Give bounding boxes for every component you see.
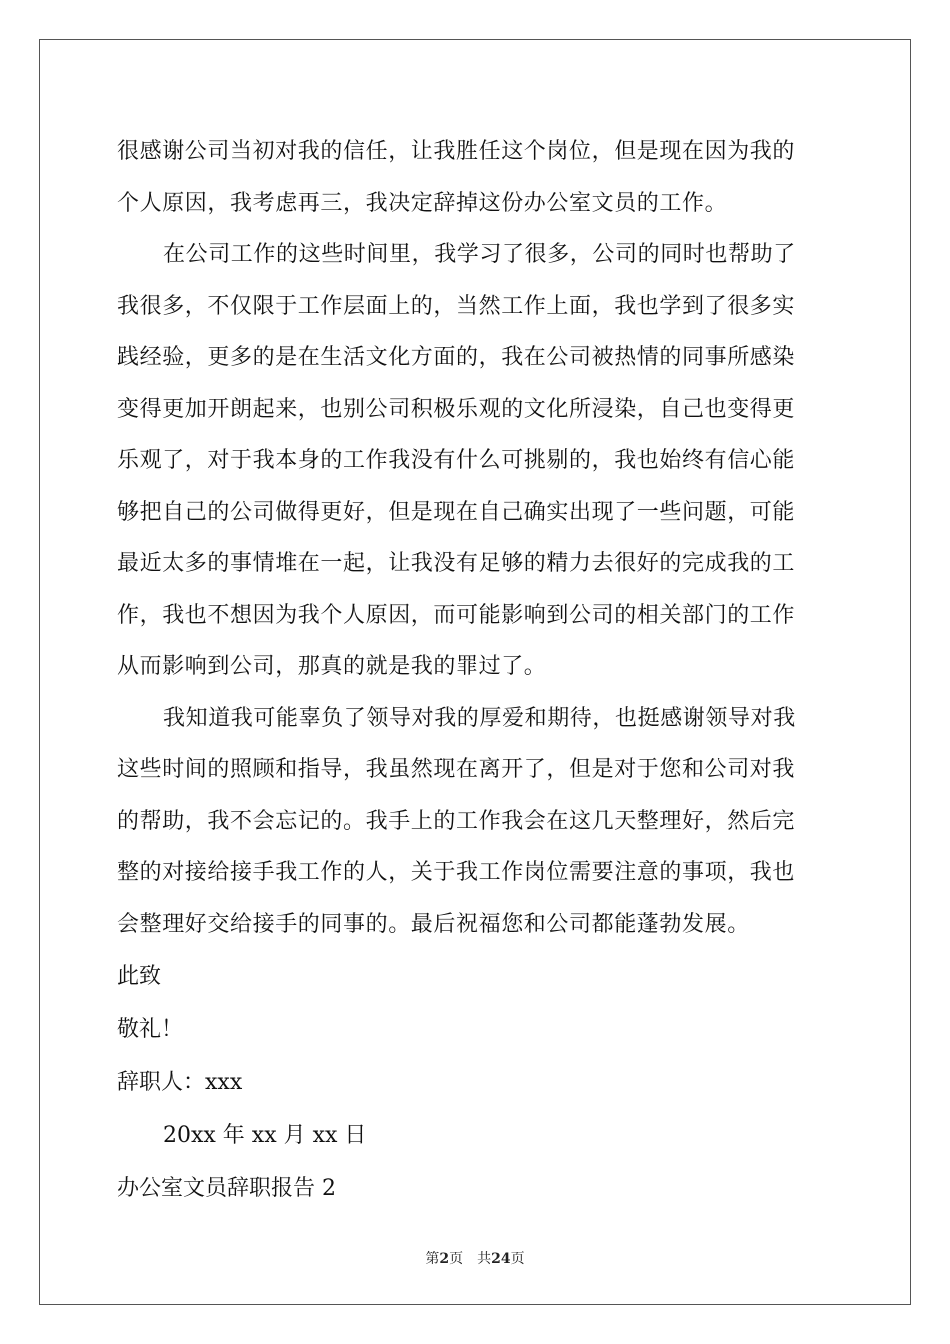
text-line: 的帮助，我不会忘记的。我手上的工作我会在这几天整理好，然后完 — [117, 808, 796, 834]
paragraph-3 — [117, 693, 833, 951]
text-line: 从而影响到公司，那真的就是我的罪过了。 — [117, 654, 547, 679]
text-line: 我很多，不仅限于工作层面上的，当然工作上面，我也学到了很多实 — [117, 293, 796, 319]
total-page-number: 24 — [491, 1251, 511, 1267]
page-footer — [0, 1248, 950, 1268]
letter-body — [117, 126, 833, 1215]
date: 20xx 年 xx 月 xx 日 — [163, 1123, 367, 1148]
current-page-number: 2 — [439, 1251, 450, 1267]
text-line: 践经验，更多的是在生活文化方面的，我在公司被热情的同事所感染 — [117, 345, 796, 370]
text-line: 变得更加开朗起来，也别公司积极乐观的文化所浸染，自己也变得更 — [117, 396, 796, 422]
total-prefix: 共 — [477, 1251, 492, 1267]
next-section-title: 办公室文员辞职报告 2 — [117, 1176, 336, 1201]
text-line: 作，我也不想因为我个人原因，而可能影响到公司的相关部门的工作 — [117, 602, 796, 628]
page-suffix: 页 — [449, 1251, 464, 1267]
paragraph-2 — [117, 229, 833, 693]
total-suffix: 页 — [510, 1251, 525, 1267]
regards: 敬礼！ — [117, 1017, 184, 1042]
text-line: 在公司工作的这些时间里，我学习了很多，公司的同时也帮助了 — [163, 242, 796, 267]
salutation: 此致 — [117, 964, 162, 989]
page-prefix: 第 — [425, 1251, 440, 1267]
text-line: 我知道我可能辜负了领导对我的厚爱和期待，也挺感谢领导对我 — [163, 705, 796, 731]
text-line: 乐观了，对于我本身的工作我没有什么可挑剔的，我也始终有信心能 — [117, 448, 796, 473]
text-line: 够把自己的公司做得更好，但是现在自己确实出现了一些问题，可能 — [117, 499, 796, 525]
signer: 辞职人：xxx — [117, 1070, 243, 1095]
text-line: 这些时间的照顾和指导，我虽然现在离开了，但是对于您和公司对我 — [117, 757, 796, 782]
text-line: 很感谢公司当初对我的信任，让我胜任这个岗位，但是现在因为我的 — [117, 139, 796, 164]
text-line: 最近太多的事情堆在一起，让我没有足够的精力去很好的完成我的工 — [117, 551, 796, 576]
text-line: 会整理好交给接手的同事的。最后祝福您和公司都能蓬勃发展。 — [117, 911, 750, 937]
text-line: 整的对接给接手我工作的人，关于我工作岗位需要注意的事项，我也 — [117, 860, 796, 885]
text-line: 个人原因，我考虑再三，我决定辞掉这份办公室文员的工作。 — [117, 190, 728, 216]
paragraph-1 — [117, 126, 833, 229]
